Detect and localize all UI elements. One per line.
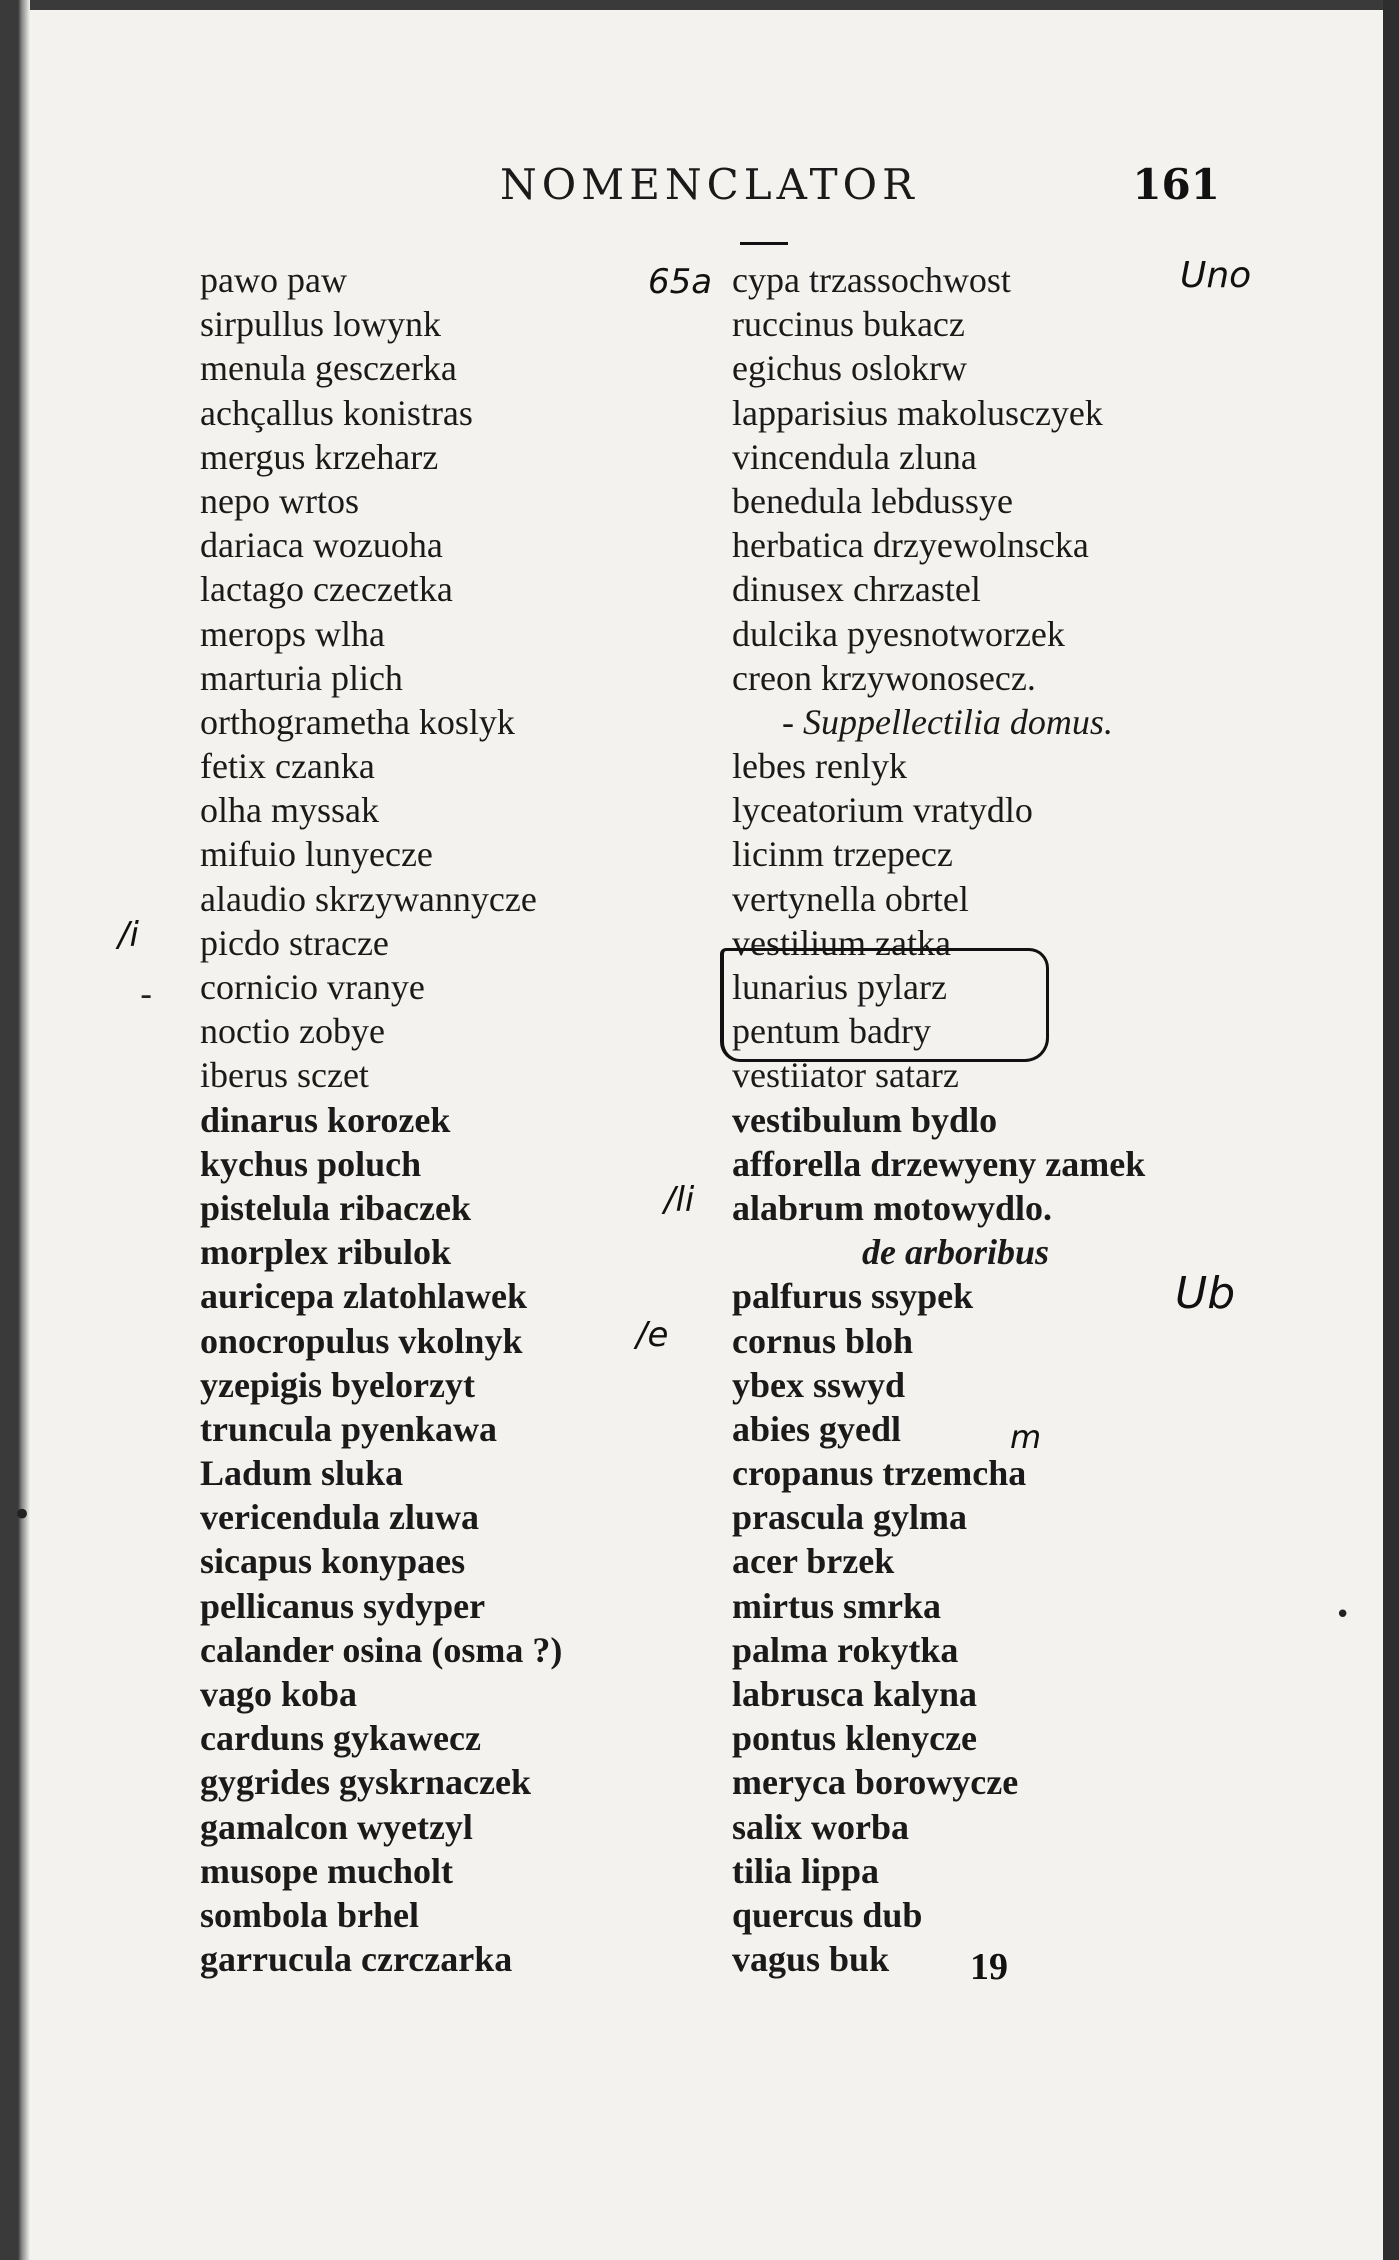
- nomenclature-entry: vestiiator satarz: [732, 1055, 959, 1096]
- nomenclature-entry: yzepigis byelorzyt: [200, 1364, 475, 1405]
- nomenclature-entry: lactago czeczetka: [200, 569, 453, 610]
- nomenclature-entry: olha myssak: [200, 790, 379, 831]
- nomenclature-entry: vertynella obrtel: [732, 878, 969, 919]
- annotation-le: /e: [636, 1315, 669, 1355]
- nomenclature-entry: vestibulum bydlo: [732, 1099, 998, 1140]
- nomenclature-entry: meryca borowycze: [732, 1762, 1019, 1803]
- annotation-li-right: /li: [664, 1180, 695, 1220]
- nomenclature-entry: lyceatorium vratydlo: [732, 790, 1033, 831]
- nomenclature-entry: vincendula zluna: [732, 436, 977, 477]
- nomenclature-entry: sirpullus lowynk: [200, 304, 442, 345]
- nomenclature-entry: ybex sswyd: [732, 1364, 906, 1405]
- annotation-li-left: /i: [118, 915, 139, 955]
- nomenclature-entry: sombola brhel: [200, 1894, 420, 1935]
- nomenclature-entry: pontus klenycze: [732, 1718, 978, 1759]
- nomenclature-entry: vago koba: [200, 1674, 358, 1714]
- nomenclature-entry: - Suppellectilia domus.: [782, 701, 1113, 742]
- nomenclature-entry: abies gyedl: [732, 1408, 902, 1449]
- nomenclature-entry: dinusex chrzastel: [732, 569, 981, 610]
- nomenclature-entry: cornus bloh: [732, 1320, 914, 1361]
- handwritten-overline: [740, 242, 788, 245]
- nomenclature-entry: tilia lippa: [732, 1850, 880, 1891]
- nomenclature-entry: cypa trzassochwost: [732, 260, 1011, 300]
- nomenclature-entry: benedula lebdussye: [732, 480, 1013, 521]
- nomenclature-entry: pistelula ribaczek: [200, 1187, 471, 1228]
- nomenclature-entry: orthogrametha koslyk: [200, 701, 515, 742]
- nomenclature-entry: cornicio vranye: [200, 967, 425, 1007]
- scan-border-right: [1383, 0, 1399, 2260]
- nomenclature-entry: vericendula zluwa: [200, 1497, 479, 1538]
- nomenclature-entry: sicapus konypaes: [200, 1541, 466, 1582]
- nomenclature-entry: pellicanus sydyper: [200, 1585, 486, 1626]
- left-column: [200, 258, 720, 1981]
- annotation-uno: Uno: [1180, 255, 1252, 296]
- nomenclature-entry: auricepa zlatohlawek: [200, 1276, 527, 1317]
- nomenclature-entry: onocropulus vkolnyk: [200, 1320, 523, 1361]
- nomenclature-entry: mifuio lunyecze: [200, 834, 433, 875]
- annotation-65a: 65a: [648, 262, 713, 302]
- scan-border-top: [0, 0, 1399, 10]
- nomenclature-entry: licinm trzepecz: [732, 834, 953, 875]
- nomenclature-entry: gygrides gyskrnaczek: [200, 1762, 531, 1803]
- nomenclature-entry: quercus dub: [732, 1894, 923, 1935]
- nomenclature-entry: lunarius pylarz: [732, 967, 947, 1007]
- nomenclature-entry: menula gesczerka: [200, 348, 457, 389]
- nomenclature-entry: egichus oslokrw: [732, 348, 967, 389]
- nomenclature-entry: calander osina (osma ?): [200, 1629, 563, 1670]
- margin-dot-mark: •: [12, 1495, 33, 1535]
- nomenclature-entry: gamalcon wyetzyl: [200, 1806, 473, 1847]
- nomenclature-entry: salix worba: [732, 1806, 910, 1847]
- handwritten-bracket: [720, 948, 1049, 1062]
- nomenclature-entry: acer brzek: [732, 1541, 895, 1582]
- nomenclature-entry: morplex ribulok: [200, 1232, 452, 1273]
- nomenclature-entry: creon krzywonosecz.: [732, 657, 1036, 698]
- nomenclature-entry: afforella drzewyeny zamek: [732, 1143, 1146, 1184]
- margin-dot-mark-right: •: [1335, 1600, 1351, 1630]
- nomenclature-entry: lapparisius makolusczyek: [732, 392, 1103, 433]
- nomenclature-entry: kychus poluch: [200, 1143, 422, 1184]
- signature-mark: 19: [970, 1946, 1008, 1988]
- nomenclature-entry: labrusca kalyna: [732, 1674, 978, 1714]
- nomenclature-entry: alabrum motowydlo.: [732, 1187, 1053, 1228]
- nomenclature-entry: marturia plich: [200, 657, 403, 698]
- running-title: NOMENCLATOR: [500, 160, 919, 209]
- nomenclature-entry: lebes renlyk: [732, 746, 907, 787]
- nomenclature-entry: pentum badry: [732, 1011, 931, 1052]
- nomenclature-entry: pawo paw: [200, 260, 347, 300]
- nomenclature-entry: mirtus smrka: [732, 1585, 941, 1626]
- annotation-ub: Ub: [1175, 1268, 1236, 1319]
- nomenclature-entry: palfurus ssypek: [732, 1276, 974, 1317]
- annotation-m: m: [1010, 1418, 1042, 1456]
- nomenclature-entry: dinarus korozek: [200, 1099, 451, 1140]
- nomenclature-entry: merops wlha: [200, 613, 385, 654]
- nomenclature-entry: prascula gylma: [732, 1497, 968, 1538]
- nomenclature-entry: garrucula czrczarka: [200, 1939, 513, 1980]
- nomenclature-entry: dariaca wozuoha: [200, 525, 443, 566]
- page-number: 161: [1132, 160, 1220, 209]
- nomenclature-entry: herbatica drzyewolnscka: [732, 525, 1089, 566]
- nomenclature-entry: picdo stracze: [200, 922, 389, 963]
- nomenclature-entry: noctio zobye: [200, 1011, 385, 1052]
- nomenclature-entry: mergus krzeharz: [200, 436, 439, 477]
- nomenclature-entry: cropanus trzemcha: [732, 1453, 1027, 1494]
- nomenclature-entry: palma rokytka: [732, 1629, 959, 1670]
- right-column: [732, 258, 1252, 1981]
- margin-dash-mark: -: [140, 975, 153, 1015]
- nomenclature-entry: carduns gykawecz: [200, 1718, 481, 1759]
- nomenclature-entry: iberus sczet: [200, 1055, 369, 1096]
- nomenclature-entry: truncula pyenkawa: [200, 1408, 498, 1449]
- nomenclature-entry: alaudio skrzywannycze: [200, 878, 537, 919]
- nomenclature-entry: fetix czanka: [200, 746, 375, 787]
- nomenclature-entry: nepo wrtos: [200, 480, 359, 521]
- nomenclature-entry: musope mucholt: [200, 1850, 454, 1891]
- nomenclature-entry: vestilium zatka: [732, 922, 951, 963]
- nomenclature-entry: ruccinus bukacz: [732, 304, 965, 345]
- page-header: [500, 160, 1240, 220]
- scan-border-left: [0, 0, 33, 2260]
- nomenclature-entry: achçallus konistras: [200, 392, 473, 433]
- nomenclature-entry: de arboribus: [862, 1232, 1050, 1273]
- nomenclature-entry: Ladum sluka: [200, 1453, 404, 1494]
- nomenclature-entry: vagus buk: [732, 1939, 890, 1980]
- nomenclature-entry: dulcika pyesnotworzek: [732, 613, 1065, 654]
